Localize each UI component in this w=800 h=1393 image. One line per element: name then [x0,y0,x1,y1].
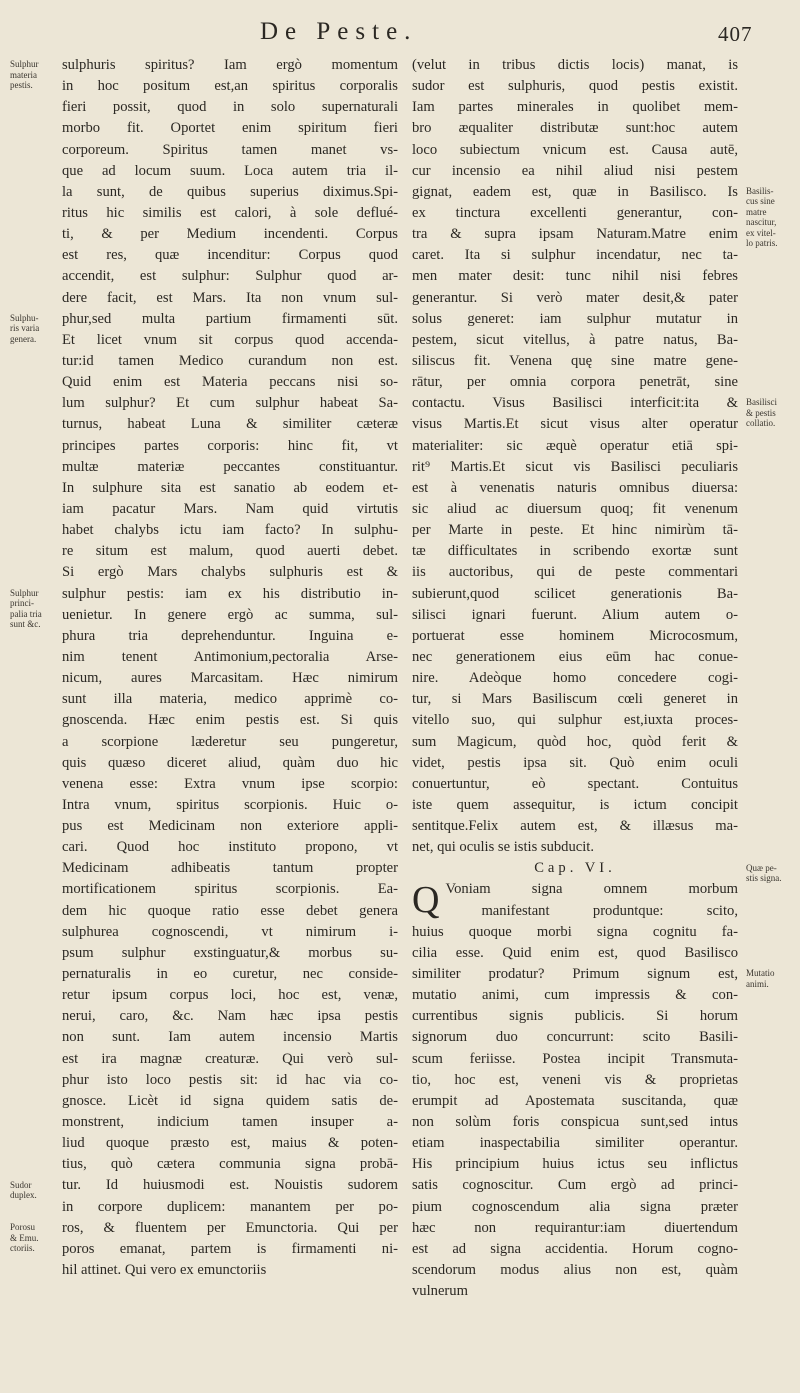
left-column-line: tius, quò cætera communia signa probā- [62,1156,398,1173]
left-text-column [62,55,398,1281]
left-column-line: sunt illa materia, medico apprimè co- [62,691,398,708]
left-column-line: nicum, aures Marcasitam. Hæc nimirum [62,670,398,687]
right-column-line: subierunt,quod scilicet generationis Ba- [412,585,738,602]
left-column-line: psum sulphur exstinguatur,& morbus su- [62,944,398,961]
left-column-line: monstrent, indicium tamen insuper a- [62,1114,398,1131]
left-column-line: habet chalybs ictu iam facto? In sulphu- [62,522,398,539]
left-column-line: fieri possit, quod in solo supernaturali [62,99,398,116]
right-column-line: sudor est sulphuris, quod pestis existit. [412,78,738,95]
drop-capital: Q [412,879,440,922]
left-column-line: in corpore duplicem: manantem per po- [62,1198,398,1215]
left-column-line: Quid enim est Materia peccans nisi so- [62,374,398,391]
left-column-line: retur ipsum corpus loci, hoc est, venæ, [62,987,398,1004]
right-column-line: Iam partes minerales in quolibet mem- [412,99,738,116]
left-column-line: est res, quæ incenditur: Corpus quod [62,247,398,264]
left-column-line: que ad locum suum. Loca autem tria il- [62,162,398,179]
right-column-line: rit⁹ Martis.Et sicut vis Basilisci peculiaris [412,458,738,475]
left-column-line: re situm est malum, quod auerti debet. [62,543,398,560]
right-column-line: signorum duo concurrunt: scito Basili- [412,1029,738,1046]
left-column-line: hil attinet. Qui vero ex emunctoriis [62,1262,267,1279]
left-column-line: morbo fit. Oportet enim spiritum fieri [62,120,398,137]
right-column-line: currentibus signis publicis. Si horum [412,1008,738,1025]
left-column-line: Et licet vnum sit corpus quod accenda- [62,331,398,348]
right-column-line: gignat, eadem est, quæ in Basilisco. Is [412,183,738,200]
left-column-line: nerui, caro, &c. Nam hæc ipsa pestis [62,1008,398,1025]
right-column-line: pium cognoscendum alia signa præter [412,1198,738,1215]
left-column-line: multæ materiæ peccantes constituantur. [62,458,398,475]
left-column-line: est ira magnæ creaturæ. Qui verò sul- [62,1050,398,1067]
right-column-line: huius quoque morbi signa cognitu fa- [412,923,738,940]
right-column-line: (velut in tribus dictis locis) manat, is [412,57,738,73]
right-column-line: videt, pestis ipsa sit. Quò enim oculi [412,754,738,771]
left-column-line: turnus, habeat Luna & similiter cæteræ [62,416,398,433]
right-column-line: per Marte in peste. Et hinc nimirùm tā- [412,522,738,539]
right-column-line: contactu. Visus Basilisci interficit:ita & [412,395,738,412]
left-column-line: dere facit, est Mars. Ita non vnum sul- [62,289,398,306]
left-column-line: corporeum. Spiritus tamen manet vs- [62,141,398,158]
right-column-line: cur incensio ea nihil aliud nisi pestem [412,162,738,179]
right-column-line: loco subiectum vnicum est. Causa autē, [412,141,738,158]
left-column-line: a scorpione læderetur seu pungeretur, [62,733,398,750]
left-column-line: la sunt, de quibus superius diximus.Spi- [62,183,398,200]
left-column-line: poros emanat, partem is firmamenti ni- [62,1240,398,1257]
right-column-line: cilia esse. Quid enim est, quod Basilisco [412,944,738,961]
right-column-line: caret. Ita si sulphur incendatur, nec ta- [412,247,738,264]
page-header [0,18,800,54]
right-text-column [412,55,738,1302]
marginal-note: Basilis- cus sine matre nascitur, ex vitel- lo patris. [746,185,778,249]
right-column-line: iste quem assequitur, is ictum concipit [412,796,738,813]
right-column-line: non solùm foris conspicua sunt,sed intus [412,1114,738,1131]
right-column-line: vitello suo, qui sulphur est,iuxta proces- [412,712,738,729]
right-column-line: bro æqualiter distributæ sunt:hoc autem [412,120,738,137]
marginal-note: Sulphu- ris varia genera. [10,312,40,344]
marginal-note: Mutatio animi. [746,968,775,989]
left-column-line: sulphuris spiritus? Iam ergò momentum [62,57,398,73]
left-column-line: tur. Id huiusmodi est. Nouistis sudorem [62,1177,398,1194]
left-column-line: Intra vnum, spiritus scorpionis. Huic o- [62,796,398,813]
right-column-line: hæc non requirantur:iam diuertendum [412,1219,738,1236]
right-column-line: vulnerum [412,1283,468,1300]
right-column-line: tio, hoc est, veneni vis & proprietas [412,1071,738,1088]
right-column-line: nire. Adeòque homo concedere cogi- [412,670,738,687]
right-column-line: solus generet: iam sulphur mutatur in [412,310,738,327]
right-column-line: ex tinctura excellenti generantur, con- [412,204,738,221]
left-column-line: principes partes corporis: hinc fit, vt [62,437,398,454]
right-column-line: conuertuntur, eò spectant. Contuitus [412,775,738,792]
left-column-line: non sunt. Iam autem incensio Martis [62,1029,398,1046]
right-column-line: sic aliud ac diuersum quoq; fit venenum [412,500,738,517]
right-column-line: generantur. Si verò mater desit,& pater [412,289,738,306]
right-column-line: sum Magicum, quòd hoc, quòd ferit & [412,733,738,750]
left-column-line: sulphurea cognoscendi, vt nimirum i- [62,923,398,940]
left-column-line: ros, & fluentem per Emunctoria. Qui per [62,1219,398,1236]
left-column-line: lum sulphur? Et cum sulphur habeat Sa- [62,395,398,412]
left-column-line: ritus hic similis est calori, à sole deflué- [62,204,398,221]
right-column-line: mutatio animi, cum impressis & con- [412,987,738,1004]
right-column-line: sentitque.Felix autem est, & illæsus ma- [412,818,738,835]
right-column-line: est à venenatis naturis omnibus diuersa: [412,479,738,496]
left-column-line: venena esse: Extra vnum ipse scorpio: [62,775,398,792]
right-column-line: rātur, per omnia corpora penetrāt, sine [412,374,738,391]
left-column-line: iam pacatur Mars. Nam quid virtutis [62,500,398,517]
right-column-line: tæ difficultates in scribendo exortæ sunt [412,543,738,560]
right-column-line: similiter prodatur? Primum signum est, [412,966,738,983]
right-column-line: net, qui oculis se istis subducit. [412,839,595,856]
right-column-line: nec generationem eius eūm hac conue- [412,648,738,665]
right-column-line: erumpit ad Apostemata suscitanda, quæ [412,1092,738,1109]
marginal-note: Sulphur materia pestis. [10,59,39,90]
left-column-line: cari. Quod hoc instituto propono, vt [62,839,398,856]
right-column-line: Q Voniam signa omnem morbum [412,879,738,922]
left-column-line: uenietur. In genere ergò ac summa, sul- [62,606,398,623]
left-column-line: pernaturalis in eo curetur, nec conside- [62,966,398,983]
left-column-line: ti, & per Medium incendenti. Corpus [62,226,398,243]
left-column-line: phur isto loco pestis sit: id hac via co- [62,1071,398,1088]
right-column-line: scum feriisse. Postea incipit Transmuta- [412,1050,738,1067]
right-column-line: siliscus fit. Venena quę sine matre gene- [412,352,738,369]
left-column-line: gnosce. Licèt id signa quidem satis de- [62,1092,398,1109]
right-column-line: est ad signa accidentia. Horum cogno- [412,1240,738,1257]
page-number: 407 [718,22,753,46]
right-column-line: silisci ignari fuerunt. Alium autem o- [412,606,738,623]
right-column-line: iis auctoribus, qui de peste commentari [412,564,738,581]
right-column-line: His principium huius ictus seu inflictus [412,1156,738,1173]
left-column-line: pus est Medicinam non exteriore appli- [62,818,398,835]
left-column-line: nim tenent Antimonium,pectoralia Arse- [62,648,398,665]
right-column-line: tur, si Mars Basiliscum cœli generet in [412,691,738,708]
left-column-line: Si ergò Mars chalybs sulphuris est & [62,564,398,581]
marginal-note: Sudor duplex. [10,1179,37,1201]
right-column-line: tra & supra ipsam Naturam.Matre enim [412,226,738,243]
left-column-line: tur:id tamen Medico curandum non est. [62,352,398,369]
right-column-line: portuerat esse hominem Microcosmum, [412,627,738,644]
left-column-line: quis quæso diceret aliud, quàm duo hic [62,754,398,771]
left-column-line: liud quoque præsto est, maius & poten- [62,1135,398,1152]
running-title: De Peste. [260,18,418,45]
marginal-note: Porosu & Emu. ctoriis. [10,1222,39,1254]
marginal-note: Sulphur princi- palia tria sunt &c. [10,587,42,630]
marginal-note: Quæ pe- stis signa. [746,862,782,884]
right-column-line: visus Martis.Et sicut visus alter operatur [412,416,738,433]
left-column-line: In sulphure sita est sanatio ab eodem et- [62,479,398,496]
right-column-line: etiam inaspectabilia similiter operantur. [412,1135,738,1152]
right-column-line: Cap. VI. [534,860,616,877]
right-column-line: scendorum modus alius non est, quàm [412,1262,738,1279]
left-column-line: accendit, est sulphur: Sulphur quod ar- [62,268,398,285]
right-column-line: manifestant produntque: scito, [481,902,738,919]
left-column-line: sulphur pestis: iam ex his distributio in- [62,585,398,602]
marginal-note: Basilisci & pestis collatio. [746,397,777,429]
right-column-line: materialiter: sic æquè operatur etiā spi- [412,437,738,454]
left-column-line: in hoc positum est,an spiritus corporalis [62,78,398,95]
left-column-line: phura tria deprehenduntur. Inguina e- [62,627,398,644]
left-column-line: gnoscenda. Hæc enim pestis est. Si quis [62,712,398,729]
left-column-line: mortificationem spiritus scorpionis. Ea- [62,881,398,898]
left-column-line: Medicinam adhibeatis tantum propter [62,860,398,877]
left-column-line: phur,sed multa partium firmamenti sūt. [62,310,398,327]
right-column-line: men mater desit: tunc nihil nisi febres [412,268,738,285]
right-column-line: pestem, sicut vitellus, à patre natus, Ba- [412,331,738,348]
right-column-line: satis cognoscitur. Cum ergò ad princi- [412,1177,738,1194]
left-column-line: dem hic quoque ratio esse debet genera [62,902,398,919]
